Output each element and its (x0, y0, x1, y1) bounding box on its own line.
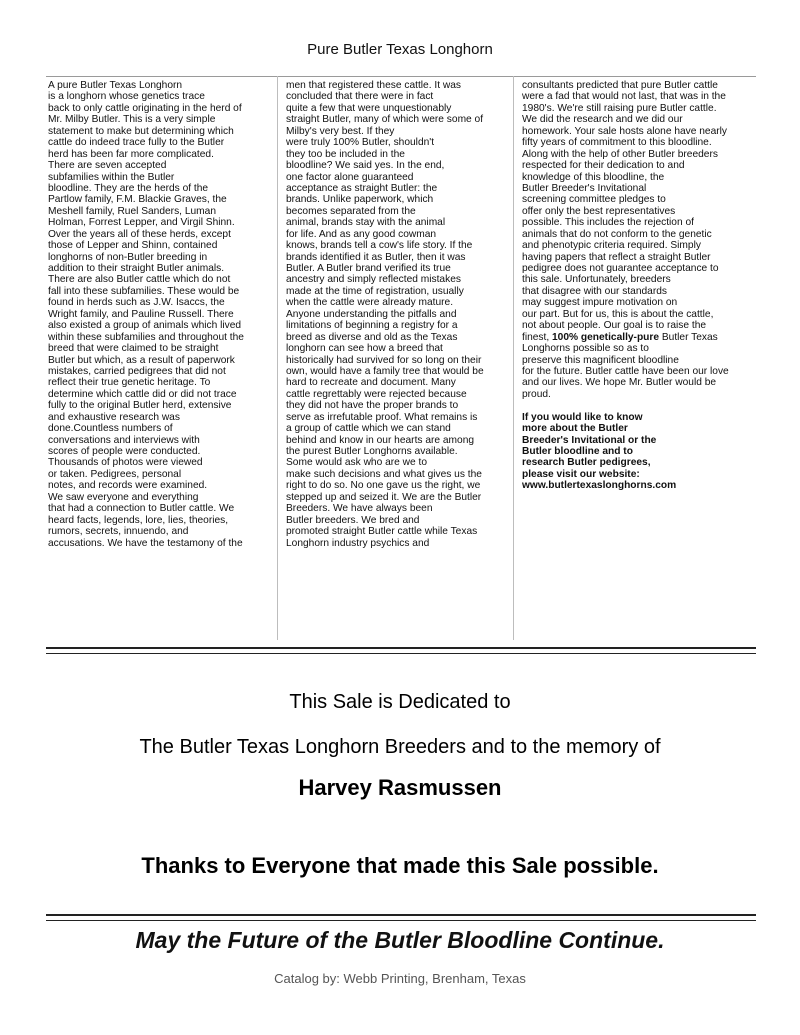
article-line-text: reflect their true genetic heritage. To (48, 377, 211, 389)
article-line (286, 377, 504, 388)
article-line-text: our part. But for us, this is about the cattle, (522, 308, 714, 320)
article-line (48, 526, 266, 537)
printer-credit: Catalog by: Webb Printing, Brenham, Texas (274, 971, 526, 986)
article-line (522, 457, 740, 468)
article-line-text: breed as diverse and old as the Texas (286, 331, 458, 343)
article-line (522, 423, 740, 434)
article-line-text: that had a connection to Butler cattle. We (48, 503, 235, 515)
article-line-text: fully to the original Butler herd, extensive (48, 400, 232, 412)
article-line-text: Some would ask who are we to (286, 457, 427, 469)
article-line (48, 320, 266, 331)
article-line (522, 229, 740, 240)
article-line-text: breed that were claimed to be straight (48, 343, 219, 355)
article-line (522, 412, 740, 423)
article-line (48, 252, 266, 263)
article-line-text: for the future. Butler cattle have been our love (522, 365, 729, 377)
article-line-text: Butler bloodline and to (522, 446, 633, 457)
article-line-text: We did the research and we did our (522, 114, 683, 126)
article-line-text: were truly 100% Butler, shouldn't (286, 137, 435, 149)
article-line (286, 274, 504, 285)
article-line (286, 457, 504, 468)
article-line-text: made at the time of registration, usually (286, 285, 464, 297)
article-line-text: that disagree with our standards (522, 285, 667, 297)
column-divider (513, 76, 514, 640)
article-line-text: subfamilies within the Butler (48, 171, 175, 183)
article-line (286, 240, 504, 251)
article-line-text: done.Countless numbers of (48, 423, 173, 435)
article-line-text: accusations. We have the testamony of the (48, 537, 243, 549)
top-divider (46, 76, 756, 77)
article-line (286, 469, 504, 480)
article-line (48, 457, 266, 468)
article-line (286, 526, 504, 537)
article-line-text: preserve this magnificent bloodline (522, 354, 679, 366)
article-column-2 (286, 80, 504, 549)
article-line-text: finest, (522, 331, 553, 343)
article-line (286, 229, 504, 240)
article-line-text: A pure Butler Texas Longhorn (48, 80, 183, 91)
article-line (522, 286, 740, 297)
article-line (48, 366, 266, 377)
article-line (48, 377, 266, 388)
article-line-text: fifty years of commitment to this bloodline. (522, 137, 712, 149)
article-line-text: quite a few that were unquestionably (286, 102, 452, 114)
article-line-text: one factor alone guaranteed (286, 171, 414, 183)
article-line (48, 240, 266, 251)
article-line-text: a group of cattle which we can stand (286, 423, 451, 435)
article-line-text: Butler breeders. We bred and (286, 514, 420, 526)
article-line (48, 389, 266, 400)
article-line-text: consultants predicted that pure Butler cattle (522, 80, 718, 91)
article-line-text: they too be included in the (286, 148, 405, 160)
article-line (48, 286, 266, 297)
article-line-text: heard facts, legends, lore, lies, theories, (48, 514, 229, 526)
article-line (286, 217, 504, 228)
article-line-text: concluded that there were in fact (286, 91, 434, 103)
article-line (48, 217, 266, 228)
article-line-text: found in herds such as J.W. Isaccs, the (48, 297, 225, 309)
article-line (522, 297, 740, 308)
article-line (48, 183, 266, 194)
article-column-1 (48, 80, 266, 549)
article-line-text: becomes separated from the (286, 205, 416, 217)
article-line (286, 114, 504, 125)
article-line-text: hard to recreate and document. Many (286, 377, 456, 389)
article-line-text: the purest Butler Longhorns available. (286, 446, 458, 457)
article-line-text: addition to their straight Butler animals. (48, 263, 225, 274)
article-line (522, 217, 740, 228)
article-line (522, 114, 740, 125)
dedication-name: Harvey Rasmussen (298, 775, 502, 800)
column-divider (277, 76, 278, 640)
article-line-text: knowledge of this bloodline, the (522, 171, 665, 183)
article-line-text: www.butlertexaslonghorns.com (522, 480, 677, 492)
article-line-text: acceptance as straight Butler: the (286, 182, 438, 194)
dedication-heading: This Sale is Dedicated to (289, 691, 511, 713)
article-line-text: brands. Unlike paperwork, which (286, 194, 434, 206)
article-line-text: historically had survived for so long on their (286, 354, 482, 366)
article-line-text: when the cattle were already mature. (286, 297, 454, 309)
article-line (286, 400, 504, 411)
article-line-text: statement to make but determining which (48, 125, 234, 137)
article-line-text: Breeders. We have always been (286, 503, 433, 515)
article-line (522, 274, 740, 285)
article-line-text: Butler Texas (659, 331, 718, 343)
article-line-text: this sale. Unfortunately, breeders (522, 274, 671, 286)
article-line-text: may suggest impure motivation on (522, 297, 678, 309)
article-line (286, 297, 504, 308)
article-line (286, 252, 504, 263)
article-line (48, 114, 266, 125)
article-line (522, 160, 740, 171)
article-line-text: fall into these subfamilies. These would be (48, 285, 240, 297)
article-line (286, 332, 504, 343)
article-line (522, 91, 740, 102)
article-line (286, 412, 504, 423)
article-line-text: Longhorn industry psychics and (286, 537, 430, 549)
article-line-text: were a fad that would not last, that was in the (522, 91, 726, 103)
article-line-text: If you would like to know (522, 411, 643, 423)
article-line-text: Over the years all of these herds, except (48, 228, 231, 240)
article-line-text: they did not have the proper brands to (286, 400, 459, 412)
article-line (48, 194, 266, 205)
article-line-text: bloodline. They are the herds of the (48, 182, 209, 194)
article-line-text: animals that do not conform to the genetic (522, 228, 712, 240)
article-line-text: men that registered these cattle. It was (286, 80, 461, 91)
article-line-text: screening committee pledges to (522, 194, 666, 206)
footer-divider (46, 914, 756, 921)
article-line (522, 206, 740, 217)
footer-motto: May the Future of the Butler Bloodline Continue. (135, 927, 665, 953)
article-line-text: within these subfamilies and throughout the (48, 331, 244, 343)
article-line-text: own, would have a family tree that would be (286, 365, 484, 377)
article-line-text: back to only cattle originating in the herd of (48, 102, 242, 114)
article-line-text: and phenotypic criteria required. Simply (522, 240, 701, 252)
article-line-text: rumors, secrets, innuendo, and (48, 526, 189, 538)
article-line-text: and exhaustive research was (48, 411, 180, 423)
article-line (286, 91, 504, 102)
article-line (286, 137, 504, 148)
article-line-text: brands identified it as Butler, then it was (286, 251, 466, 263)
article-line (48, 103, 266, 114)
article-line (522, 252, 740, 263)
article-line (286, 206, 504, 217)
article-line-text: right to do so. No one gave us the right, we (286, 480, 481, 492)
article-line (48, 297, 266, 308)
article-line (522, 309, 740, 320)
section-divider (46, 647, 756, 654)
article-line-text: Butler Breeder's Invitational (522, 182, 647, 194)
emphasis-text: 100% genetically-pure (552, 331, 660, 343)
article-line-text: also existed a group of animals which lived (48, 320, 242, 332)
article-line-text: straight Butler, many of which were some of (286, 114, 484, 126)
article-line (48, 126, 266, 137)
article-line-text: longhorns of non-Butler breeding in (48, 251, 208, 263)
article-line-text: offer only the best representatives (522, 205, 676, 217)
article-line (48, 343, 266, 354)
article-line (522, 389, 740, 400)
article-line-text: please visit our website: (522, 468, 640, 480)
article-line-text: possible. This includes the rejection of (522, 217, 694, 229)
article-line (522, 240, 740, 251)
article-line-text: having papers that reflect a straight Butler (522, 251, 711, 263)
article-line (48, 149, 266, 160)
article-line-text: Milby's very best. If they (286, 125, 395, 137)
article-line (522, 355, 740, 366)
article-line (522, 469, 740, 480)
article-line (286, 480, 504, 491)
article-line (48, 274, 266, 285)
article-line-text: is a longhorn whose genetics trace (48, 91, 205, 103)
article-line (48, 469, 266, 480)
article-line (286, 343, 504, 354)
article-line (48, 355, 266, 366)
article-line (286, 309, 504, 320)
article-line-text: There are also Butler cattle which do not (48, 274, 231, 286)
article-line-text: serve as irrefutable proof. What remains is (286, 411, 478, 423)
article-line (522, 320, 740, 331)
article-line (286, 538, 504, 549)
article-line-text: Holman, Forrest Lepper, and Virgil Shinn. (48, 217, 235, 229)
article-line-text: animal, brands stay with the animal (286, 217, 446, 229)
article-line-text: homework. Your sale hosts alone have nearly (522, 125, 728, 137)
article-line-text: research Butler pedigrees, (522, 457, 651, 469)
article-line-text: Butler. A Butler brand verified its true (286, 263, 451, 274)
article-line-text: mistakes, carried pedigrees that did not (48, 365, 226, 377)
article-line (522, 480, 740, 491)
article-line (286, 366, 504, 377)
article-line (48, 412, 266, 423)
article-line-text: more about the Butler (522, 423, 628, 435)
article-line-text: longhorn can see how a breed that (286, 343, 443, 355)
article-line-text: and our lives. We hope Mr. Butler would be (522, 377, 717, 389)
article-line (286, 446, 504, 457)
article-line-text: Longhorns possible so as to (522, 343, 649, 355)
page-title: Pure Butler Texas Longhorn (307, 41, 493, 58)
article-line-text: proud. (522, 388, 551, 400)
article-line (286, 149, 504, 160)
article-line (48, 435, 266, 446)
article-line-text: behind and know in our hearts are among (286, 434, 475, 446)
article-line (48, 229, 266, 240)
article-line (48, 263, 266, 274)
article-line (286, 194, 504, 205)
article-column-3 (522, 80, 740, 492)
article-line (522, 126, 740, 137)
article-line (522, 194, 740, 205)
article-line-text: cattle regrettably were rejected because (286, 388, 467, 400)
article-line (522, 149, 740, 160)
article-line (48, 515, 266, 526)
article-line (522, 137, 740, 148)
article-line-text: Mr. Milby Butler. This is a very simple (48, 114, 216, 126)
article-line-text: promoted straight Butler cattle while Texas (286, 526, 478, 538)
article-line-text: 1980's. We're still raising pure Butler cattle. (522, 102, 717, 114)
article-line-text: Meshell family, Ruel Sanders, Luman (48, 205, 216, 217)
article-line-text: conversations and interviews with (48, 434, 200, 446)
article-line (522, 332, 740, 343)
article-line-text: knows, brands tell a cow's life story. If the (286, 240, 473, 252)
article-line (48, 160, 266, 171)
article-line (522, 435, 740, 446)
article-line-text: stepped up and seized it. We are the Butler (286, 491, 482, 503)
article-line (286, 435, 504, 446)
article-line-text: Anyone understanding the pitfalls and (286, 308, 457, 320)
article-line-text: respected for their dedication to and (522, 160, 685, 172)
article-line (522, 263, 740, 274)
article-line-text: ancestry and simply reflected mistakes (286, 274, 461, 286)
article-line (48, 172, 266, 183)
article-line (48, 137, 266, 148)
article-line-text: or taken. Pedigrees, personal (48, 468, 182, 480)
article-line (286, 172, 504, 183)
article-line-text: herd has been far more complicated. (48, 148, 214, 160)
article-line (286, 423, 504, 434)
article-line-text: scores of people were conducted. (48, 446, 201, 457)
article-line (48, 80, 266, 91)
article-line (48, 503, 266, 514)
article-line (286, 183, 504, 194)
article-line (522, 400, 740, 411)
thanks-message: Thanks to Everyone that made this Sale possible. (141, 853, 659, 878)
article-line (48, 423, 266, 434)
article-line-text: We saw everyone and everything (48, 491, 199, 503)
article-line (522, 366, 740, 377)
article-line (48, 492, 266, 503)
article-line (48, 538, 266, 549)
article-line-text: pedigree does not guarantee acceptance to (522, 263, 719, 274)
article-line (286, 320, 504, 331)
article-line (286, 103, 504, 114)
article-line (522, 343, 740, 354)
article-line-text: for life. And as any good cowman (286, 228, 437, 240)
article-line-text: not about people. Our goal is to raise the (522, 320, 707, 332)
article-line (48, 480, 266, 491)
article-line (522, 377, 740, 388)
article-line (522, 183, 740, 194)
article-line (522, 80, 740, 91)
article-line-text: those of Lepper and Shinn, contained (48, 240, 218, 252)
article-line-text: notes, and records were examined. (48, 480, 208, 492)
article-line (286, 126, 504, 137)
article-line-text: bloodline? We said yes. In the end, (286, 160, 445, 172)
article-line (286, 160, 504, 171)
article-line (522, 172, 740, 183)
article-line (48, 309, 266, 320)
article-line-text: There are seven accepted (48, 160, 167, 172)
article-line-text: Thousands of photos were viewed (48, 457, 203, 469)
article-line (286, 503, 504, 514)
article-line (286, 389, 504, 400)
article-line (522, 446, 740, 457)
article-line-text: Partlow family, F.M. Blackie Graves, the (48, 194, 227, 206)
article-line (522, 103, 740, 114)
article-line (286, 492, 504, 503)
article-line (48, 446, 266, 457)
article-line-text: determine which cattle did or did not trace (48, 388, 237, 400)
dedication-subheading: The Butler Texas Longhorn Breeders and to the memory of (139, 736, 661, 758)
article-line-text: Butler but which, as a result of paperwork (48, 354, 235, 366)
article-line (286, 263, 504, 274)
article-line-text: Breeder's Invitational or the (522, 434, 657, 446)
article-line-text: make such decisions and what gives us the (286, 468, 482, 480)
article-line (286, 355, 504, 366)
article-line (48, 332, 266, 343)
article-line (286, 515, 504, 526)
article-line (286, 80, 504, 91)
article-line-text: Along with the help of other Butler breeders (522, 148, 718, 160)
article-line (48, 206, 266, 217)
article-line (48, 91, 266, 102)
article-line (48, 400, 266, 411)
article-line-text: cattle do indeed trace fully to the Butler (48, 137, 225, 149)
article-line-text: Wright family, and Pauline Russell. There (48, 308, 234, 320)
article-line-text: limitations of beginning a registry for a (286, 320, 458, 332)
article-line (286, 286, 504, 297)
